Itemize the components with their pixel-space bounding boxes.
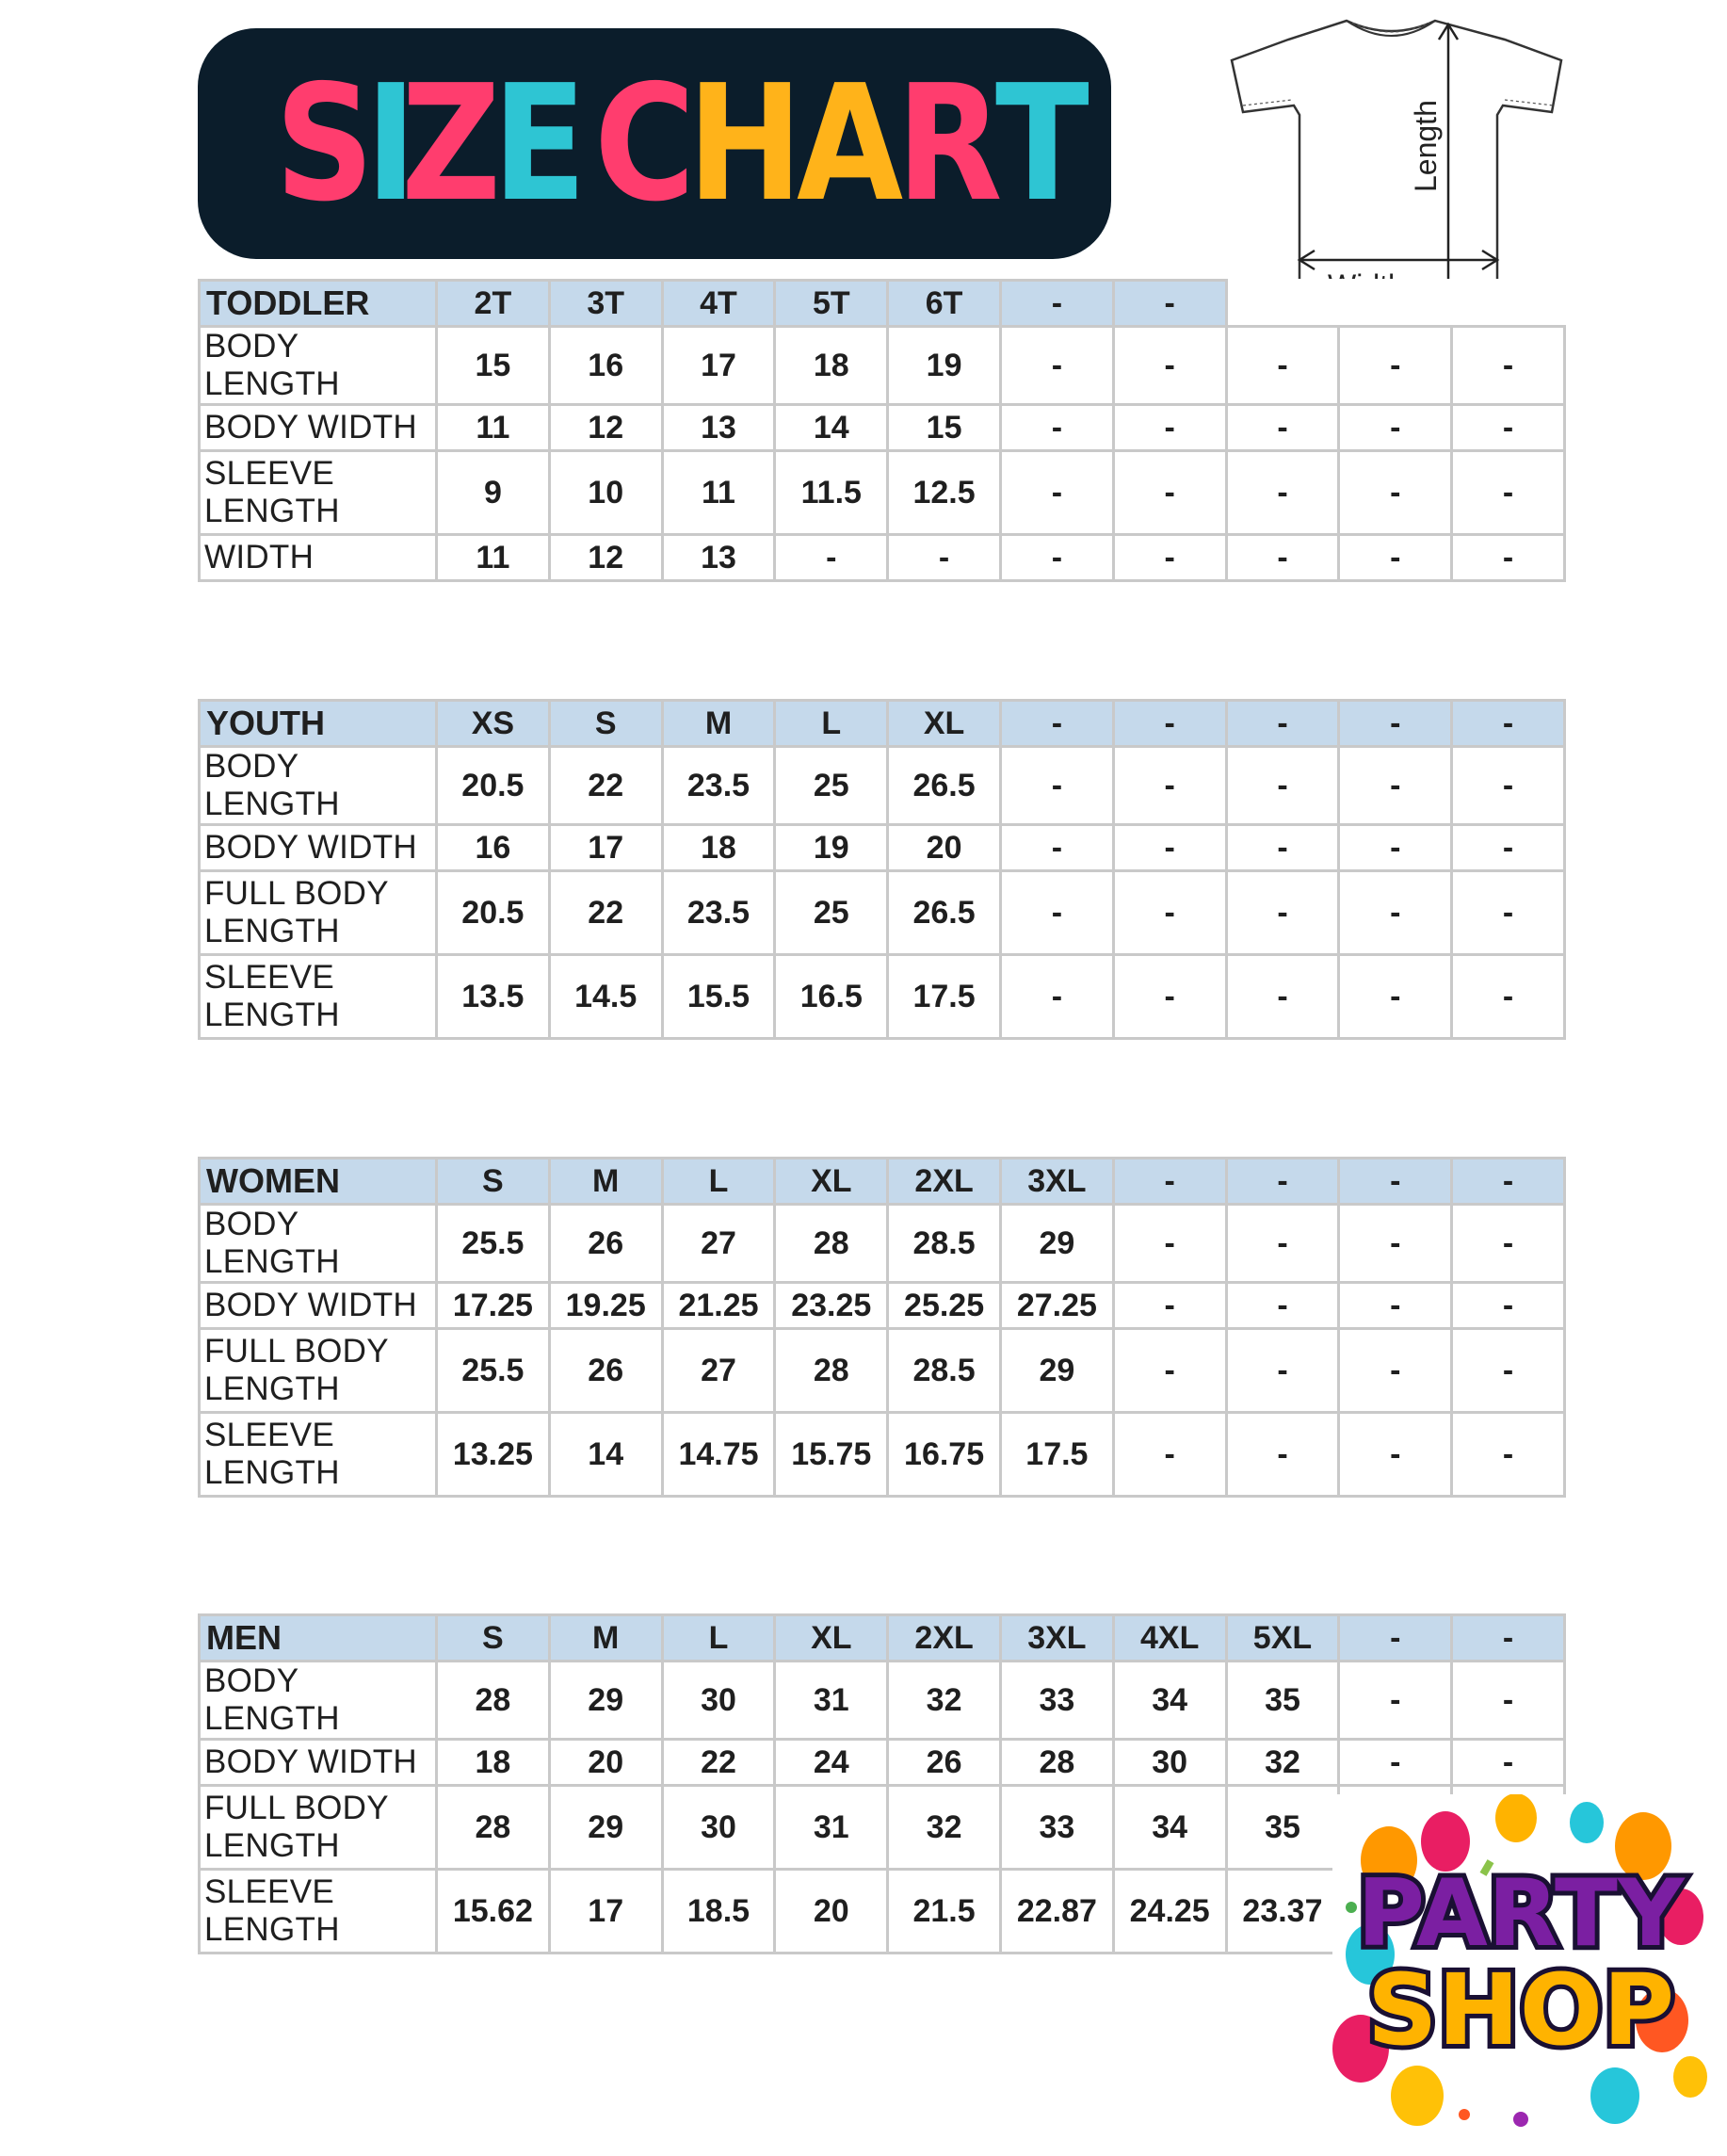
category-label: MEN bbox=[200, 1615, 437, 1662]
party-shop-logo bbox=[1332, 1794, 1709, 2143]
measurement-value: 27 bbox=[662, 1205, 775, 1283]
measurement-value: 33 bbox=[1000, 1786, 1113, 1870]
measurement-value: 19 bbox=[888, 327, 1001, 405]
measurement-value: - bbox=[1113, 747, 1226, 825]
measurement-value: 15 bbox=[437, 327, 550, 405]
measurement-value: - bbox=[1452, 1740, 1565, 1786]
measurement-value: 17.25 bbox=[437, 1283, 550, 1329]
measurement-row bbox=[200, 405, 1565, 451]
size-header-cell: XL bbox=[775, 1615, 888, 1662]
measurement-value: 28.5 bbox=[888, 1205, 1001, 1283]
measurement-value: 11 bbox=[437, 535, 550, 581]
measurement-value: - bbox=[1452, 405, 1565, 451]
measurement-label: SLEEVE LENGTH bbox=[200, 1413, 437, 1497]
measurement-value: 23.5 bbox=[662, 871, 775, 955]
measurement-value: - bbox=[1339, 327, 1452, 405]
measurement-value: - bbox=[1000, 747, 1113, 825]
measurement-value: - bbox=[1113, 327, 1226, 405]
measurement-value: - bbox=[1452, 451, 1565, 535]
measurement-value: 21.25 bbox=[662, 1283, 775, 1329]
measurement-value: - bbox=[1000, 451, 1113, 535]
measurement-value: 9 bbox=[437, 451, 550, 535]
size-header-cell: - bbox=[1113, 701, 1226, 747]
measurement-value: 15.5 bbox=[662, 955, 775, 1039]
measurement-value: 13 bbox=[662, 535, 775, 581]
measurement-value: 22 bbox=[549, 871, 662, 955]
size-header-cell: XL bbox=[775, 1159, 888, 1205]
measurement-value: - bbox=[1452, 1283, 1565, 1329]
measurement-value: - bbox=[1226, 955, 1339, 1039]
measurement-value: 22 bbox=[549, 747, 662, 825]
category-label: TODDLER bbox=[200, 281, 437, 327]
measurement-value: 20 bbox=[549, 1740, 662, 1786]
measurement-value: 19.25 bbox=[549, 1283, 662, 1329]
measurement-label: SLEEVE LENGTH bbox=[200, 955, 437, 1039]
size-header-cell: 4XL bbox=[1113, 1615, 1226, 1662]
toddler-table bbox=[198, 279, 1566, 582]
measurement-value: 26.5 bbox=[888, 747, 1001, 825]
measurement-value: 11.5 bbox=[775, 451, 888, 535]
measurement-value: - bbox=[1113, 1329, 1226, 1413]
size-header-cell: 4T bbox=[662, 281, 775, 327]
measurement-label: SLEEVE LENGTH bbox=[200, 451, 437, 535]
measurement-value: - bbox=[1339, 1740, 1452, 1786]
title-letter: R bbox=[896, 50, 999, 237]
size-header-cell: L bbox=[775, 701, 888, 747]
measurement-value: - bbox=[1113, 1413, 1226, 1497]
size-header-cell: - bbox=[1339, 1159, 1452, 1205]
measurement-value: 28 bbox=[437, 1662, 550, 1740]
measurement-label: FULL BODY LENGTH bbox=[200, 871, 437, 955]
measurement-value: 21.5 bbox=[888, 1870, 1001, 1953]
measurement-value: 20.5 bbox=[437, 871, 550, 955]
measurement-value: - bbox=[888, 535, 1001, 581]
measurement-value: 25 bbox=[775, 871, 888, 955]
measurement-value: 32 bbox=[1226, 1740, 1339, 1786]
size-header-cell: - bbox=[1226, 1159, 1339, 1205]
size-header-cell: - bbox=[1339, 701, 1452, 747]
measurement-value: - bbox=[1113, 1283, 1226, 1329]
measurement-value: 17 bbox=[549, 825, 662, 871]
size-header-row bbox=[200, 281, 1565, 327]
measurement-value: 26 bbox=[888, 1740, 1001, 1786]
measurement-row bbox=[200, 1740, 1565, 1786]
measurement-value: - bbox=[1339, 825, 1452, 871]
page-title bbox=[198, 28, 1111, 259]
measurement-value: 15.75 bbox=[775, 1413, 888, 1497]
measurement-label: SLEEVE LENGTH bbox=[200, 1870, 437, 1953]
size-header-cell: 6T bbox=[888, 281, 1001, 327]
measurement-value: 26.5 bbox=[888, 871, 1001, 955]
measurement-value: 25.5 bbox=[437, 1329, 550, 1413]
measurement-value: 14 bbox=[775, 405, 888, 451]
measurement-value: 29 bbox=[1000, 1329, 1113, 1413]
logo-shop-text: SHOP bbox=[1366, 1953, 1675, 2067]
measurement-value: 33 bbox=[1000, 1662, 1113, 1740]
measurement-value: 16.75 bbox=[888, 1413, 1001, 1497]
measurement-row bbox=[200, 535, 1565, 581]
measurement-value: - bbox=[1226, 825, 1339, 871]
size-header-cell bbox=[1339, 281, 1452, 327]
size-header-cell: - bbox=[1000, 701, 1113, 747]
measurement-value: - bbox=[1452, 871, 1565, 955]
size-header-cell: - bbox=[1113, 281, 1226, 327]
measurement-value: 30 bbox=[1113, 1740, 1226, 1786]
measurement-value: - bbox=[1452, 535, 1565, 581]
measurement-value: - bbox=[1113, 871, 1226, 955]
size-header-cell: - bbox=[1000, 281, 1113, 327]
measurement-value: - bbox=[1452, 747, 1565, 825]
measurement-value: - bbox=[1452, 327, 1565, 405]
size-header-cell: 2T bbox=[437, 281, 550, 327]
measurement-value: - bbox=[1452, 825, 1565, 871]
measurement-value: 23.25 bbox=[775, 1283, 888, 1329]
measurement-value: - bbox=[1226, 535, 1339, 581]
size-header-cell: L bbox=[662, 1159, 775, 1205]
measurement-label: BODY LENGTH bbox=[200, 747, 437, 825]
measurement-value: 27.25 bbox=[1000, 1283, 1113, 1329]
measurement-value: - bbox=[1000, 405, 1113, 451]
measurement-value: 20.5 bbox=[437, 747, 550, 825]
measurement-value: - bbox=[1113, 451, 1226, 535]
measurement-value: 28 bbox=[1000, 1740, 1113, 1786]
measurement-label: BODY LENGTH bbox=[200, 1662, 437, 1740]
size-header-cell: L bbox=[662, 1615, 775, 1662]
size-header-cell: S bbox=[549, 701, 662, 747]
measurement-value: - bbox=[1339, 1413, 1452, 1497]
measurement-value: - bbox=[1226, 1283, 1339, 1329]
measurement-value: - bbox=[1113, 405, 1226, 451]
measurement-value: 16 bbox=[437, 825, 550, 871]
size-header-cell: - bbox=[1113, 1159, 1226, 1205]
size-header-cell bbox=[1226, 281, 1339, 327]
measurement-value: - bbox=[1339, 871, 1452, 955]
measurement-value: 13 bbox=[662, 405, 775, 451]
measurement-value: 29 bbox=[549, 1786, 662, 1870]
measurement-value: - bbox=[1452, 955, 1565, 1039]
logo-party-text: PARTY bbox=[1357, 1860, 1685, 1968]
size-header-cell bbox=[1452, 281, 1565, 327]
measurement-value: 16 bbox=[549, 327, 662, 405]
measurement-value: - bbox=[1339, 451, 1452, 535]
measurement-value: 28 bbox=[437, 1786, 550, 1870]
measurement-value: 35 bbox=[1226, 1786, 1339, 1870]
measurement-value: - bbox=[1000, 535, 1113, 581]
measurement-row bbox=[200, 1329, 1565, 1413]
title-letter: C bbox=[594, 50, 692, 237]
measurement-value: 25.5 bbox=[437, 1205, 550, 1283]
title-letter: H bbox=[686, 50, 799, 237]
title-letter: A bbox=[797, 50, 900, 237]
measurement-value: 34 bbox=[1113, 1662, 1226, 1740]
measurement-label: FULL BODY LENGTH bbox=[200, 1786, 437, 1870]
length-label: Length bbox=[1409, 100, 1443, 192]
measurement-value: - bbox=[1000, 871, 1113, 955]
measurement-label: BODY LENGTH bbox=[200, 327, 437, 405]
title-letter: Z bbox=[400, 50, 498, 237]
measurement-label: BODY WIDTH bbox=[200, 1283, 437, 1329]
measurement-value: 17.5 bbox=[888, 955, 1001, 1039]
measurement-value: 28 bbox=[775, 1205, 888, 1283]
measurement-value: - bbox=[1226, 405, 1339, 451]
measurement-value: - bbox=[1226, 1205, 1339, 1283]
measurement-value: 30 bbox=[662, 1662, 775, 1740]
measurement-label: FULL BODY LENGTH bbox=[200, 1329, 437, 1413]
measurement-value: 26 bbox=[549, 1329, 662, 1413]
measurement-value: 15 bbox=[888, 405, 1001, 451]
measurement-value: - bbox=[1339, 1662, 1452, 1740]
measurement-value: 14.5 bbox=[549, 955, 662, 1039]
measurement-value: 24.25 bbox=[1113, 1870, 1226, 1953]
measurement-value: - bbox=[1113, 955, 1226, 1039]
measurement-value: 27 bbox=[662, 1329, 775, 1413]
measurement-value: 11 bbox=[437, 405, 550, 451]
measurement-value: - bbox=[1452, 1329, 1565, 1413]
size-header-row bbox=[200, 1159, 1565, 1205]
measurement-value: 13.25 bbox=[437, 1413, 550, 1497]
measurement-value: - bbox=[1113, 1205, 1226, 1283]
measurement-value: 34 bbox=[1113, 1786, 1226, 1870]
size-header-cell: 5T bbox=[775, 281, 888, 327]
measurement-value: - bbox=[775, 535, 888, 581]
size-header-cell: 3XL bbox=[1000, 1159, 1113, 1205]
measurement-row bbox=[200, 871, 1565, 955]
size-header-cell: - bbox=[1452, 1615, 1565, 1662]
measurement-value: 17 bbox=[549, 1870, 662, 1953]
measurement-value: 14 bbox=[549, 1413, 662, 1497]
measurement-value: 22.87 bbox=[1000, 1870, 1113, 1953]
measurement-row bbox=[200, 825, 1565, 871]
measurement-value: 18 bbox=[775, 327, 888, 405]
category-label: WOMEN bbox=[200, 1159, 437, 1205]
measurement-value: - bbox=[1339, 1329, 1452, 1413]
measurement-value: - bbox=[1113, 825, 1226, 871]
title-letter: E bbox=[492, 50, 584, 237]
measurement-value: 25.25 bbox=[888, 1283, 1001, 1329]
measurement-row bbox=[200, 955, 1565, 1039]
measurement-value: - bbox=[1226, 871, 1339, 955]
measurement-label: BODY WIDTH bbox=[200, 825, 437, 871]
size-header-cell: XL bbox=[888, 701, 1001, 747]
measurement-row bbox=[200, 1662, 1565, 1740]
measurement-value: - bbox=[1339, 747, 1452, 825]
measurement-value: - bbox=[1226, 1413, 1339, 1497]
measurement-value: - bbox=[1339, 405, 1452, 451]
measurement-value: 31 bbox=[775, 1662, 888, 1740]
measurement-value: 18 bbox=[662, 825, 775, 871]
measurement-row bbox=[200, 327, 1565, 405]
size-header-cell: 3T bbox=[549, 281, 662, 327]
size-header-cell: M bbox=[549, 1159, 662, 1205]
title-letter: I bbox=[365, 50, 414, 237]
measurement-value: 30 bbox=[662, 1786, 775, 1870]
size-chart-banner bbox=[198, 28, 1111, 259]
measurement-value: 31 bbox=[775, 1786, 888, 1870]
measurement-value: 20 bbox=[888, 825, 1001, 871]
measurement-value: 12 bbox=[549, 405, 662, 451]
category-label: YOUTH bbox=[200, 701, 437, 747]
measurement-value: 15.62 bbox=[437, 1870, 550, 1953]
size-header-cell: XS bbox=[437, 701, 550, 747]
measurement-value: - bbox=[1226, 747, 1339, 825]
size-header-cell: M bbox=[549, 1615, 662, 1662]
measurement-value: 24 bbox=[775, 1740, 888, 1786]
size-header-cell: - bbox=[1339, 1615, 1452, 1662]
tshirt-measurement-diagram bbox=[1224, 13, 1563, 324]
measurement-value: 22 bbox=[662, 1740, 775, 1786]
youth-table bbox=[198, 699, 1566, 1040]
measurement-value: 29 bbox=[549, 1662, 662, 1740]
measurement-value: 18.5 bbox=[662, 1870, 775, 1953]
measurement-value: 32 bbox=[888, 1662, 1001, 1740]
measurement-value: - bbox=[1000, 955, 1113, 1039]
measurement-label: BODY WIDTH bbox=[200, 1740, 437, 1786]
size-header-cell: M bbox=[662, 701, 775, 747]
size-header-cell: - bbox=[1226, 701, 1339, 747]
size-header-cell: 5XL bbox=[1226, 1615, 1339, 1662]
measurement-label: BODY LENGTH bbox=[200, 1205, 437, 1283]
measurement-row bbox=[200, 1413, 1565, 1497]
measurement-value: 28 bbox=[775, 1329, 888, 1413]
measurement-value: 12.5 bbox=[888, 451, 1001, 535]
measurement-value: 12 bbox=[549, 535, 662, 581]
measurement-value: - bbox=[1452, 1413, 1565, 1497]
measurement-value: - bbox=[1226, 451, 1339, 535]
size-header-cell: S bbox=[437, 1615, 550, 1662]
measurement-value: 25 bbox=[775, 747, 888, 825]
measurement-value: - bbox=[1000, 327, 1113, 405]
measurement-value: 10 bbox=[549, 451, 662, 535]
measurement-value: - bbox=[1339, 1283, 1452, 1329]
women-table bbox=[198, 1157, 1566, 1498]
measurement-value: - bbox=[1000, 825, 1113, 871]
measurement-value: 28.5 bbox=[888, 1329, 1001, 1413]
measurement-value: - bbox=[1226, 1329, 1339, 1413]
measurement-value: - bbox=[1339, 535, 1452, 581]
measurement-row bbox=[200, 1283, 1565, 1329]
measurement-value: 20 bbox=[775, 1870, 888, 1953]
measurement-value: 16.5 bbox=[775, 955, 888, 1039]
measurement-value: 13.5 bbox=[437, 955, 550, 1039]
measurement-row bbox=[200, 747, 1565, 825]
measurement-value: 26 bbox=[549, 1205, 662, 1283]
measurement-value: 23.37 bbox=[1226, 1870, 1339, 1953]
measurement-value: 32 bbox=[888, 1786, 1001, 1870]
measurement-label: WIDTH bbox=[200, 535, 437, 581]
measurement-value: 18 bbox=[437, 1740, 550, 1786]
measurement-value: - bbox=[1452, 1662, 1565, 1740]
title-letter: T bbox=[994, 50, 1086, 237]
measurement-value: 29 bbox=[1000, 1205, 1113, 1283]
measurement-value: 17 bbox=[662, 327, 775, 405]
size-header-cell: S bbox=[437, 1159, 550, 1205]
measurement-value: 23.5 bbox=[662, 747, 775, 825]
measurement-value: 14.75 bbox=[662, 1413, 775, 1497]
measurement-value: - bbox=[1452, 1205, 1565, 1283]
size-header-row bbox=[200, 1615, 1565, 1662]
size-header-cell: 3XL bbox=[1000, 1615, 1113, 1662]
measurement-value: - bbox=[1339, 1205, 1452, 1283]
measurement-value: 19 bbox=[775, 825, 888, 871]
size-header-cell: 2XL bbox=[888, 1159, 1001, 1205]
title-letter: S bbox=[275, 50, 371, 237]
measurement-row bbox=[200, 1205, 1565, 1283]
size-header-cell: - bbox=[1452, 701, 1565, 747]
measurement-value: - bbox=[1113, 535, 1226, 581]
measurement-value: - bbox=[1226, 327, 1339, 405]
measurement-row bbox=[200, 451, 1565, 535]
measurement-value: 35 bbox=[1226, 1662, 1339, 1740]
size-header-cell: 2XL bbox=[888, 1615, 1001, 1662]
measurement-value: 11 bbox=[662, 451, 775, 535]
measurement-label: BODY WIDTH bbox=[200, 405, 437, 451]
measurement-value: - bbox=[1339, 955, 1452, 1039]
size-header-row bbox=[200, 701, 1565, 747]
measurement-value: 17.5 bbox=[1000, 1413, 1113, 1497]
size-header-cell: - bbox=[1452, 1159, 1565, 1205]
